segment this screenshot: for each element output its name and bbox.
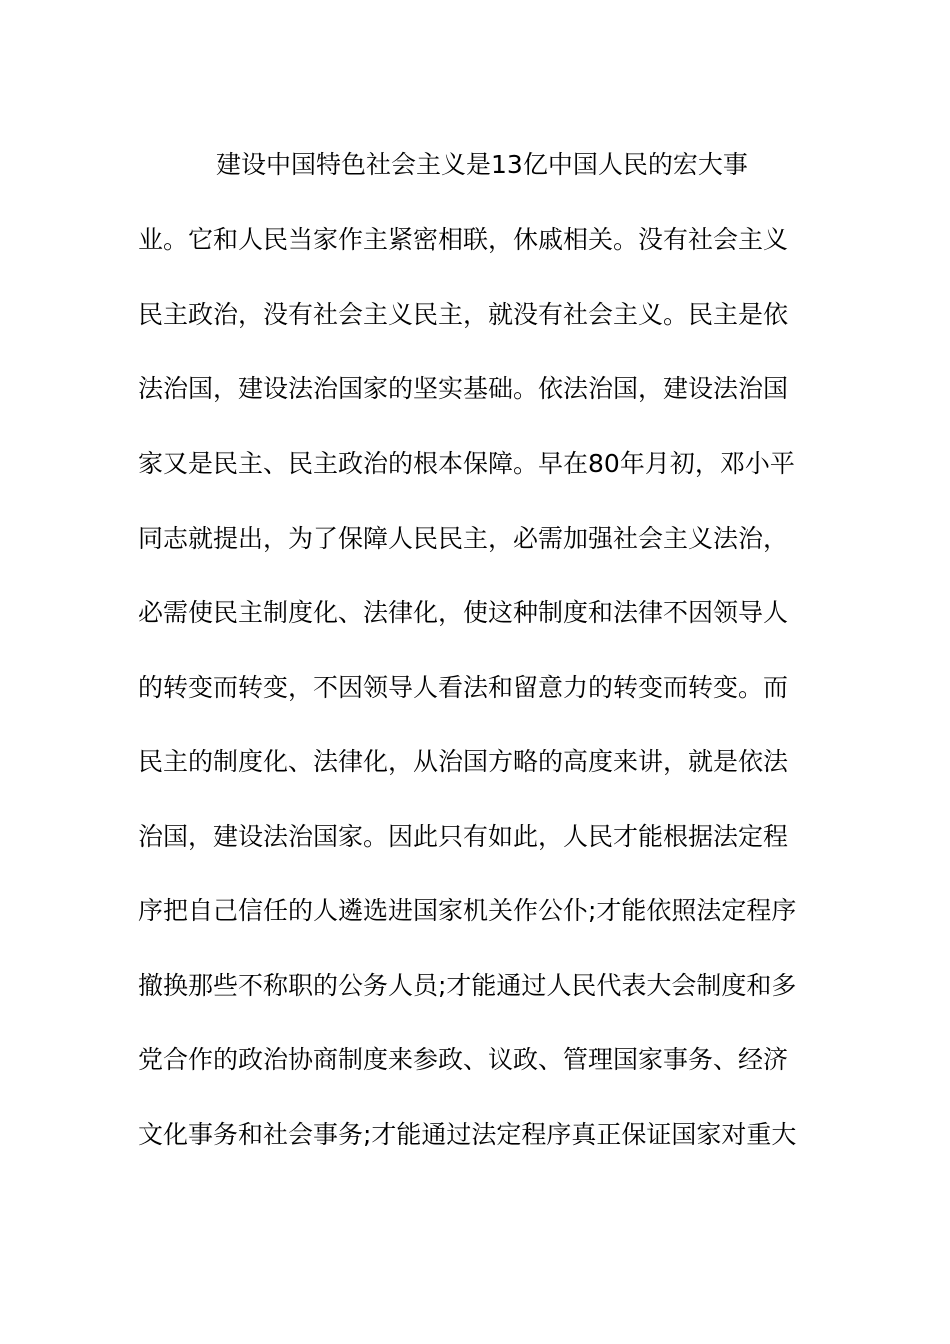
text-line-11: 序把自己信任的人遴选进国家机关作公仆;才能依照法定程序 (138, 896, 797, 925)
text-line-3: 民主政治，没有社会主义民主，就没有社会主义。民主是依 (138, 300, 789, 329)
text-line-2: 业。它和人民当家作主紧密相联，休戚相关。没有社会主义 (138, 225, 789, 254)
text-line-7: 必需使民主制度化、法律化，使这种制度和法律不因领导人 (138, 598, 789, 627)
text-line-4: 法治国，建设法治国家的坚实基础。依法治国，建设法治国 (138, 374, 789, 403)
text-line-1: 建设中国特色社会主义是13亿中国人民的宏大事 (216, 150, 748, 179)
text-line-13: 党合作的政治协商制度来参政、议政、管理国家事务、经济 (138, 1045, 789, 1074)
text-line-6: 同志就提出，为了保障人民民主，必需加强社会主义法治， (138, 524, 789, 553)
text-line-14: 文化事务和社会事务;才能通过法定程序真正保证国家对重大 (138, 1120, 797, 1149)
text-line-12: 撤换那些不称职的公务人员;才能通过人民代表大会制度和多 (138, 971, 797, 1000)
text-line-8: 的转变而转变，不因领导人看法和留意力的转变而转变。而 (138, 673, 789, 702)
text-line-9: 民主的制度化、法律化，从治国方略的高度来讲，就是依法 (138, 747, 789, 776)
text-line-10: 治国，建设法治国家。因此只有如此，人民才能根据法定程 (138, 822, 789, 851)
text-line-5: 家又是民主、民主政治的根本保障。早在80年月初，邓小平 (138, 449, 795, 478)
